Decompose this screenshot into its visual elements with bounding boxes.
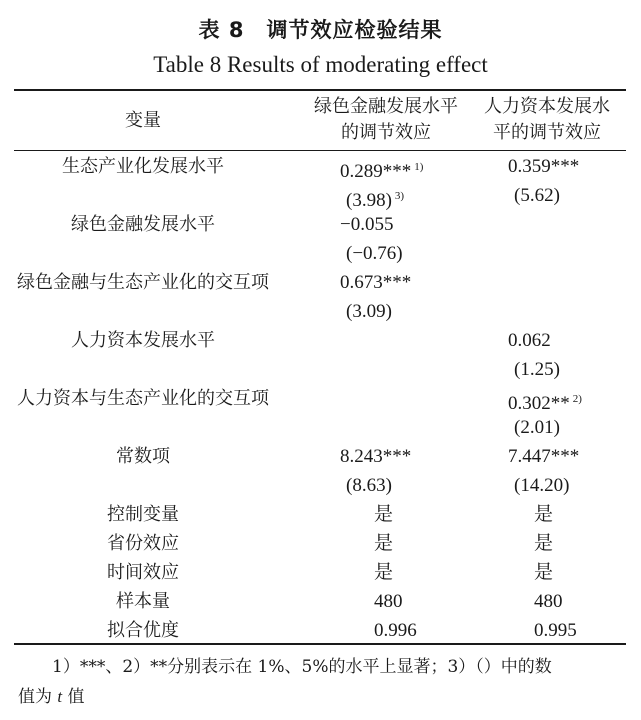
row-label (14, 154, 272, 180)
value-col3-text: 0.302** (508, 393, 570, 414)
value-col3 (470, 357, 641, 383)
row-label-text: 拟合优度 (107, 620, 179, 641)
value-col3-text: (5.62) (514, 185, 560, 206)
footnote-line2-prefix: 值为 (18, 687, 58, 707)
value-col3 (470, 531, 641, 557)
row-label-text: 常数项 (116, 446, 170, 467)
value-col2-text: (3.09) (346, 301, 392, 322)
header-col2-line2: 的调节效应 (341, 122, 431, 143)
table-caption-en: Table 8 Results of moderating effect (153, 52, 488, 77)
header-col3-line2: 平的调节效应 (493, 122, 601, 143)
value-col3-text: 480 (534, 591, 563, 612)
value-col2-text: 8.243*** (340, 446, 412, 467)
value-col2-text: (8.63) (346, 475, 392, 496)
footnote-marker: 1) (414, 161, 424, 173)
value-col3-text: 是 (534, 504, 554, 525)
value-col3-text: 0.995 (534, 620, 577, 641)
row-label (14, 618, 272, 644)
value-col3-text: 是 (534, 562, 554, 583)
row-label (14, 502, 272, 528)
value-col2 (300, 212, 510, 238)
value-col3 (470, 328, 641, 354)
footnote-marker: 2) (572, 393, 582, 405)
value-col3-text: 是 (534, 533, 554, 554)
value-col3 (470, 618, 641, 644)
value-col3 (470, 473, 641, 499)
bottom-rule (14, 643, 626, 645)
header-rule (14, 150, 626, 151)
value-col3-text: (14.20) (514, 475, 570, 496)
row-label-text: 绿色金融与生态产业化的交互项 (17, 272, 269, 293)
value-col2-text: 0.996 (374, 620, 417, 641)
value-col2 (300, 270, 510, 296)
value-col3-text: (2.01) (514, 417, 560, 438)
value-col3-text: 0.359*** (508, 156, 580, 177)
value-col3-text: 7.447*** (508, 446, 580, 467)
row-label (14, 560, 272, 586)
footnote-line2 (18, 682, 626, 712)
header-col2 (296, 94, 476, 146)
table-footnote (18, 652, 626, 712)
value-col2-text: 0.673*** (340, 272, 412, 293)
row-label-text: 控制变量 (107, 504, 179, 525)
row-label (14, 328, 272, 354)
footnote-t-symbol: t (57, 687, 63, 706)
value-col3 (470, 183, 641, 209)
value-col2-text: −0.055 (340, 214, 394, 235)
row-label (14, 212, 272, 238)
row-label-text: 生态产业化发展水平 (62, 156, 224, 177)
row-label-text: 人力资本与生态产业化的交互项 (17, 388, 269, 409)
row-label-text: 时间效应 (107, 562, 179, 583)
table-caption-cn: 表 8 调节效应检验结果 (198, 18, 443, 42)
value-col3 (470, 444, 641, 470)
value-col2-text: 0.289*** (340, 161, 412, 182)
row-label (14, 270, 272, 296)
footnote-line2-suffix: 值 (62, 687, 85, 707)
header-col3 (472, 94, 622, 146)
value-col3-text: (1.25) (514, 359, 560, 380)
value-col2-text: 480 (374, 591, 403, 612)
value-col2-text: 是 (374, 533, 394, 554)
row-label (14, 589, 272, 615)
header-col2-line1: 绿色金融发展水平 (314, 96, 458, 117)
value-col2-text: (3.98) (346, 190, 392, 211)
value-col3 (470, 386, 641, 417)
value-col3 (470, 589, 641, 615)
row-label (14, 444, 272, 470)
value-col3 (470, 415, 641, 441)
top-rule (14, 89, 626, 91)
value-col2 (300, 241, 516, 267)
value-col3 (470, 154, 641, 180)
row-label (14, 386, 272, 412)
row-label (14, 531, 272, 557)
value-col2-text: 是 (374, 504, 394, 525)
value-col3-text: 0.062 (508, 330, 551, 351)
footnote-line1: 1）***、2）**分别表示在 1%、5%的水平上显著；3）（）中的数 (52, 657, 552, 677)
row-label-text: 省份效应 (107, 533, 179, 554)
footnote-marker: 3) (394, 190, 405, 202)
value-col2 (300, 299, 516, 325)
header-variable: 变量 (125, 110, 161, 131)
value-col2-text: (−0.76) (346, 243, 403, 264)
row-label-text: 人力资本发展水平 (71, 330, 215, 351)
value-col3 (470, 560, 641, 586)
header-col3-line1: 人力资本发展水 (484, 96, 610, 117)
value-col3 (470, 502, 641, 528)
value-col2-text: 是 (374, 562, 394, 583)
row-label-text: 样本量 (116, 591, 170, 612)
row-label-text: 绿色金融发展水平 (71, 214, 215, 235)
